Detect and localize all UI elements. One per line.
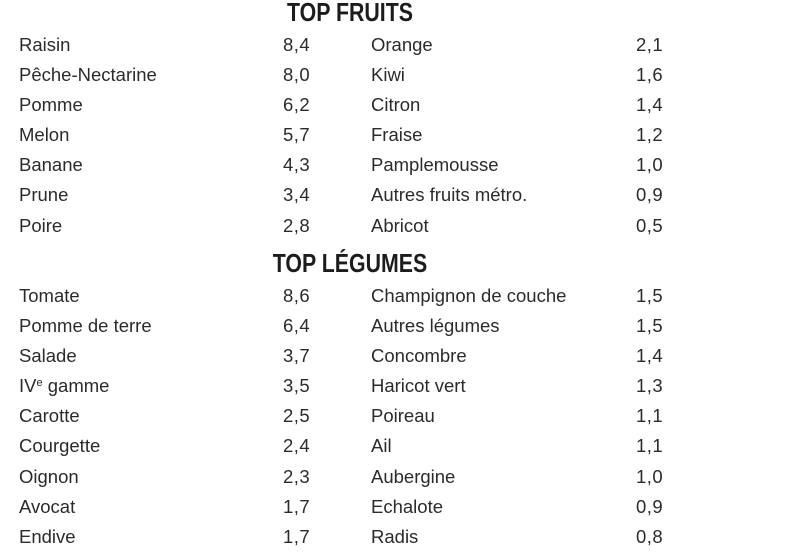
legumes-row: [0, 462, 800, 492]
fruit-name: Pêche-Nectarine: [19, 64, 157, 86]
legume-name: Pomme de terre: [19, 315, 152, 337]
legume-name: Courgette: [19, 435, 101, 457]
legumes-title: TOP LÉGUMES: [272, 248, 428, 278]
fruits-row: [0, 120, 800, 150]
fruits-title: TOP FRUITS: [287, 0, 413, 27]
legumes-row: [0, 311, 800, 341]
fruit-name: Citron: [371, 94, 421, 116]
legume-value: 1,7: [283, 525, 311, 547]
legume-name: Avocat: [19, 495, 76, 517]
legume-name: [19, 371, 109, 401]
legume-name: Concombre: [371, 345, 467, 367]
fruits-list: [0, 30, 800, 241]
legumes-row: [0, 371, 800, 401]
legumes-row: [0, 492, 800, 522]
fruit-value: 1,0: [636, 154, 664, 176]
legume-value: 8,6: [283, 285, 311, 306]
fruits-row: [0, 90, 800, 120]
fruit-name: Melon: [19, 124, 70, 146]
legumes-row: [0, 281, 800, 311]
legume-name: Carotte: [19, 405, 80, 427]
fruit-name: Raisin: [19, 34, 71, 55]
legume-name: Tomate: [19, 285, 80, 306]
fruit-value: 8,0: [283, 64, 311, 86]
legumes-list: [0, 281, 800, 552]
legume-value: 1,3: [636, 375, 664, 397]
fruit-name: Pomme: [19, 94, 83, 116]
fruit-name: Poire: [19, 214, 63, 236]
fruit-name: Prune: [19, 184, 69, 206]
fruit-value: 4,3: [283, 154, 311, 176]
legume-value: 1,5: [636, 315, 664, 337]
legume-name: Echalote: [371, 495, 443, 517]
legume-name: Endive: [19, 525, 76, 547]
legume-name-main: IV: [19, 375, 37, 397]
fruit-value: 1,4: [636, 94, 664, 116]
legume-value: 1,5: [636, 285, 664, 306]
fruit-value: 0,5: [636, 214, 664, 236]
legume-value: 0,8: [636, 525, 664, 547]
legume-name: Aubergine: [371, 465, 456, 487]
legume-name: Oignon: [19, 465, 79, 487]
legume-name: Champignon de couche: [371, 285, 567, 306]
legume-value: 2,3: [283, 465, 311, 487]
legume-value: 1,1: [636, 405, 664, 427]
fruit-value: 0,9: [636, 184, 664, 206]
legume-name: Ail: [371, 435, 392, 457]
fruit-value: 1,2: [636, 124, 664, 146]
fruit-name: Pamplemousse: [371, 154, 499, 176]
legume-name: Poireau: [371, 405, 435, 427]
legumes-row: [0, 522, 800, 552]
fruit-name: Abricot: [371, 214, 429, 236]
fruit-value: 1,6: [636, 64, 664, 86]
legume-value: 1,4: [636, 345, 664, 367]
legume-value: 1,0: [636, 465, 664, 487]
legume-value: 2,5: [283, 405, 311, 427]
fruit-name: Fraise: [371, 124, 423, 146]
fruit-name: Orange: [371, 34, 433, 55]
legume-name-rest: gamme: [42, 375, 110, 397]
fruit-value: 2,1: [636, 34, 664, 55]
legume-value: 2,4: [283, 435, 311, 457]
fruits-row: [0, 211, 800, 241]
legume-name-sup: e: [36, 377, 43, 390]
legume-value: 3,5: [283, 375, 311, 397]
legumes-row: [0, 431, 800, 461]
legume-name: Autres légumes: [371, 315, 500, 337]
legume-value: 6,4: [283, 315, 311, 337]
fruit-value: 2,8: [283, 214, 311, 236]
fruit-value: 3,4: [283, 184, 311, 206]
fruits-row: [0, 60, 800, 90]
fruit-name: Autres fruits métro.: [371, 184, 528, 206]
legumes-row: [0, 401, 800, 431]
fruit-name: Banane: [19, 154, 83, 176]
legume-name: Haricot vert: [371, 375, 466, 397]
fruits-row: [0, 180, 800, 210]
fruit-value: 8,4: [283, 34, 311, 55]
fruits-row: [0, 30, 800, 60]
legume-value: 1,7: [283, 495, 311, 517]
fruit-value: 5,7: [283, 124, 311, 146]
legume-name: Salade: [19, 345, 77, 367]
legume-value: 3,7: [283, 345, 311, 367]
legume-value: 1,1: [636, 435, 664, 457]
legume-name: Radis: [371, 525, 419, 547]
legume-value: 0,9: [636, 495, 664, 517]
legumes-row: [0, 341, 800, 371]
fruits-row: [0, 150, 800, 180]
fruit-value: 6,2: [283, 94, 311, 116]
fruit-name: Kiwi: [371, 64, 405, 86]
